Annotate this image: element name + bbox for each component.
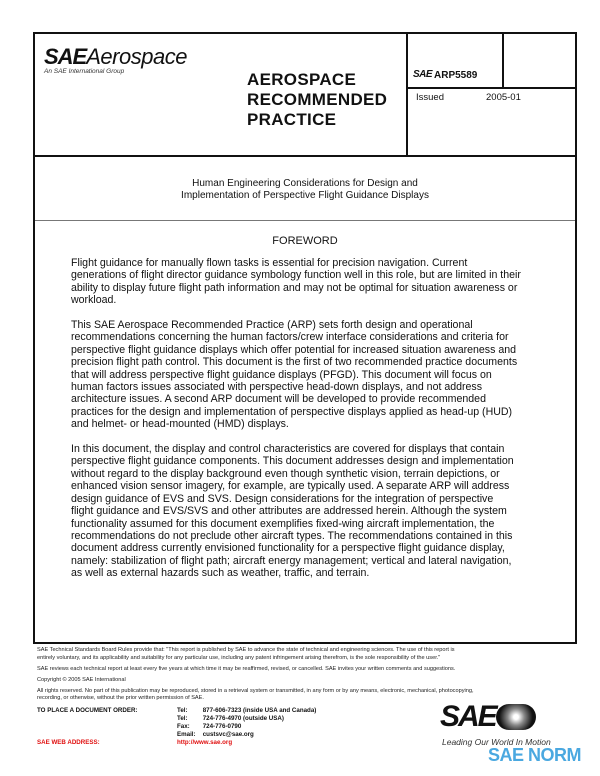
paragraph	[71, 257, 521, 307]
doc-type-line: RECOMMENDED	[247, 90, 388, 109]
star-burst-icon	[496, 704, 536, 730]
paragraph-line: ability to display future flight path information and may not be optimal for situation awareness or	[71, 281, 518, 294]
footer-legal	[37, 647, 474, 703]
paragraph-line: functionality assumed for this document exemplifies fixed-wing aircraft implementation, the	[71, 517, 495, 530]
paragraph-line: generations of flight director guidance symbology function well in this role, but are limited in their	[71, 269, 521, 282]
rules-line: entirely voluntary, and its applicability and suitability for any particular use, including any patent infringement arising therefrom, is the sole responsibility of the user."	[37, 654, 441, 661]
contact-value: 724-776-4970 (outside USA)	[202, 715, 284, 722]
issued-label: Issued	[416, 92, 444, 103]
rights-line: All rights reserved. No part of this publication may be reproduced, stored in a retrieval system or transmitted, in any form or by any means, electronic, mechanical, photocopying,	[37, 687, 474, 694]
paragraph-line: Flight guidance for manually flown tasks is essential for precision navigation. Current	[71, 257, 468, 269]
sae-aerospace-logo	[44, 44, 187, 75]
contact-row	[177, 707, 316, 715]
paragraph-line: flight guidance and EVS/SVS and other attributes are addressed herein. Although the system	[71, 505, 507, 518]
web-address-label: SAE WEB ADDRESS:	[37, 739, 100, 746]
paragraph-line: recommendations do not preclude other aircraft types. The recommendations contained in this	[71, 529, 513, 542]
paragraph-line: that will address perspective flight guidance displays (PFGD). This document will focus on	[71, 368, 492, 381]
document-type	[247, 70, 387, 130]
paragraph-line: practices for the design and implementation of perspective displays applied as head-up (HUD)	[71, 405, 513, 418]
paragraph	[71, 443, 521, 579]
paragraph-line: human factors issues associated with perspective head-down displays, and not address	[71, 381, 483, 394]
contact-list	[177, 707, 316, 747]
contact-row	[177, 723, 316, 731]
paragraph-line: document address currently envisioned functionality for a perspective flight guidance display,	[71, 542, 505, 555]
title-divider	[35, 220, 575, 221]
doc-type-line: PRACTICE	[247, 110, 337, 129]
contact-label: Fax:	[177, 723, 190, 730]
paragraph-line: perspective flight guidance displays which offer potential for increased situation awareness and	[71, 343, 517, 356]
watermark-logo: SAE NORM	[488, 745, 582, 765]
paragraph-line: and helmet- or head-mounted (HMD) displays.	[71, 418, 289, 431]
document-title	[35, 178, 575, 202]
paragraph-line: precision flight path control. This document is the first of two recommended practice documents	[71, 356, 518, 369]
paragraph-line: perspective flight guidance components. This document addresses design and implementation	[71, 455, 514, 468]
paragraph-line: namely: stabilization of flight path; aircraft energy management; vertical and lateral navigation,	[71, 554, 512, 567]
contact-row	[177, 731, 316, 739]
paragraph-line: workload.	[71, 294, 117, 307]
paragraph-line: In this document, the display and control characteristics are covered for displays that contain	[71, 443, 505, 456]
contact-value: 724-776-0790	[202, 723, 242, 730]
paragraph-line: as well as external hazards such as weather, traffic, and terrain.	[71, 567, 370, 580]
order-label: TO PLACE A DOCUMENT ORDER:	[37, 707, 138, 714]
sae100-logo: SAE	[440, 700, 536, 734]
rights-line: recording, or otherwise, without the prior written permission of SAE.	[37, 695, 204, 702]
web-url-link[interactable]: http://www.sae.org	[177, 739, 233, 746]
contact-label: Email:	[177, 731, 196, 738]
paragraph-line: design guidance of EVS and SVS. Design considerations for the integration of perspective	[71, 492, 494, 505]
logo-sae: SAE	[44, 44, 87, 69]
title-line: Human Engineering Considerations for Design and	[192, 178, 418, 189]
review-text: SAE reviews each technical report at least every five years at which time it may be reaffirmed, revised, or cancelled. SAE invites your written comments and suggestions.	[37, 665, 456, 672]
paragraph-line: architecture issues. A second ARP document will be developed to provide recommended	[71, 393, 486, 406]
header-divider	[33, 155, 577, 157]
issued-date: 2005-01	[486, 92, 521, 103]
paragraph-line: without regard to the display background even though synthetic vision, terrain depictions, or	[71, 467, 500, 480]
contact-label: Tel:	[177, 707, 188, 714]
sae-mark-logo: SAE	[413, 69, 433, 80]
order-labels	[37, 707, 138, 747]
logo-aerospace: Aerospace	[86, 44, 187, 69]
paragraph-line: enhanced vision sensor imagery, for example, are typically used. A separate ARP will address	[71, 480, 510, 493]
copyright-text: Copyright © 2005 SAE International	[37, 676, 126, 683]
docnum-vertical-divider	[502, 33, 504, 88]
document-number: ARP5589	[434, 70, 478, 81]
paragraph-line: recommendations concerning the human factors/crew interface considerations and criteria for	[71, 331, 509, 344]
paragraph	[71, 319, 521, 431]
foreword-heading: FOREWORD	[272, 235, 338, 247]
contact-row	[177, 715, 316, 723]
contact-label: Tel:	[177, 715, 188, 722]
title-line: Implementation of Perspective Flight Guidance Displays	[181, 190, 429, 201]
header-vertical-divider	[406, 33, 408, 156]
contact-value: 877-606-7323 (inside USA and Canada)	[202, 707, 317, 714]
contact-value[interactable]: custsvc@sae.org	[202, 731, 254, 738]
paragraph-line: This SAE Aerospace Recommended Practice (ARP) sets forth design and operational	[71, 319, 473, 332]
docnum-divider	[407, 87, 577, 89]
doc-type-line: AEROSPACE	[247, 70, 357, 89]
rules-line: SAE Technical Standards Board Rules provide that: "This report is published by SAE to advance the state of technical and engineering sciences. The use of this report is	[37, 647, 455, 653]
logo-subtitle: An SAE International Group	[44, 68, 125, 75]
tagline: Leading Our World In Motion	[442, 737, 551, 747]
foreword-body	[71, 257, 521, 592]
